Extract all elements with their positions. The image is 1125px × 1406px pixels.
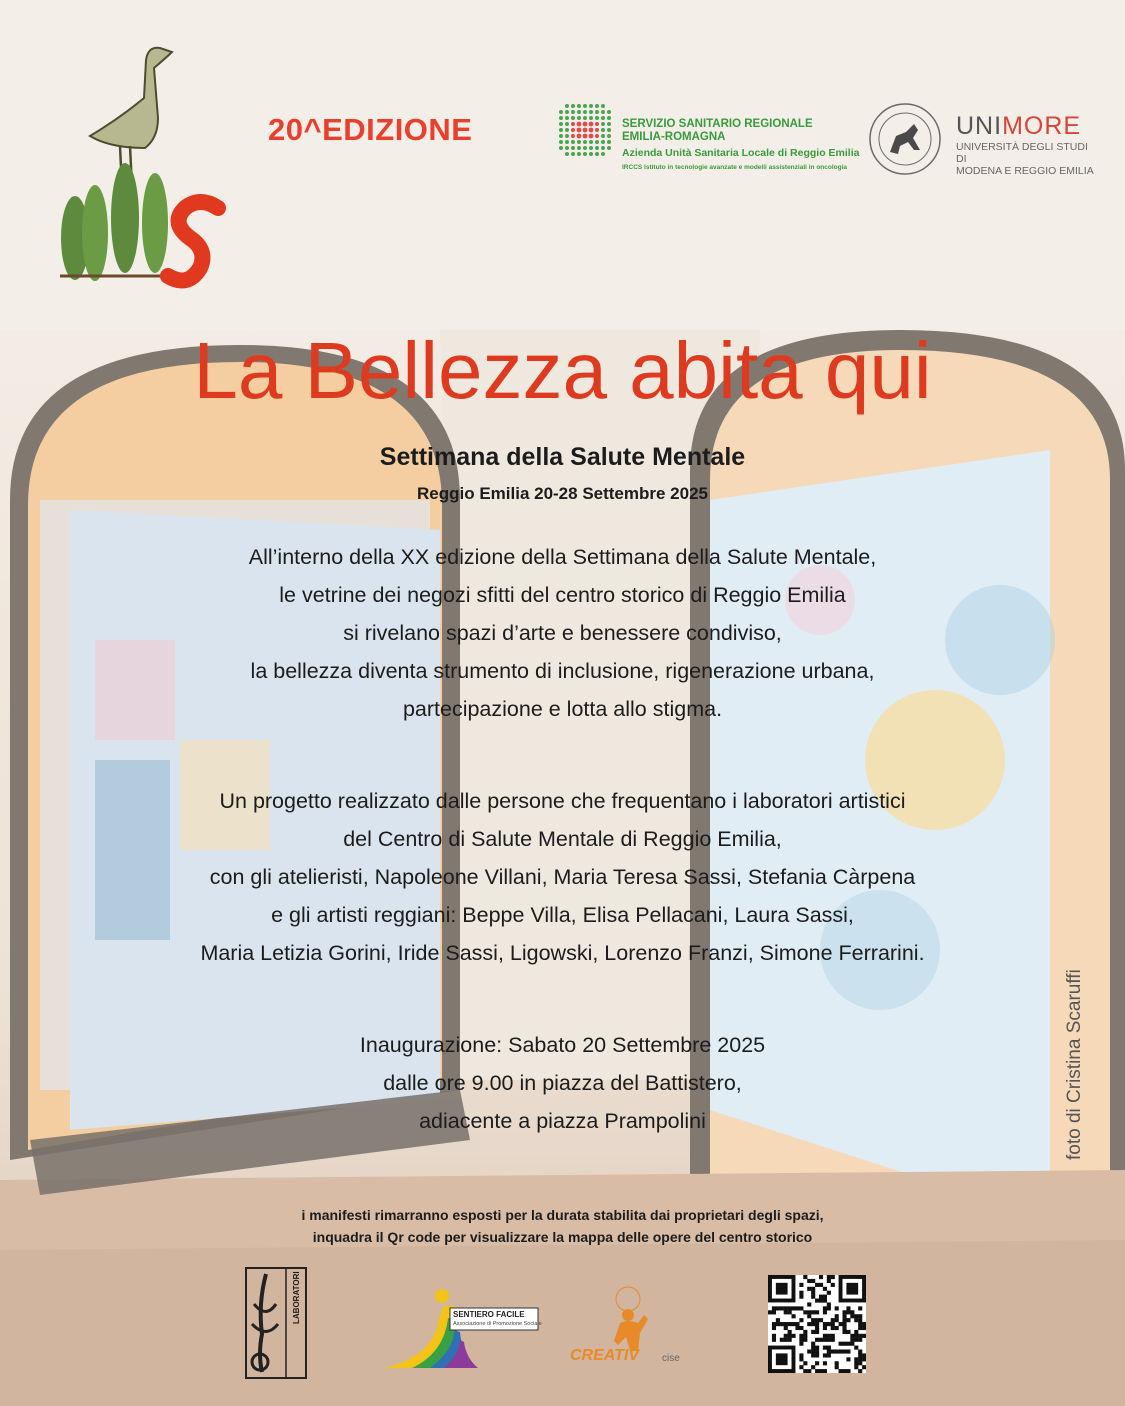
laboratori-logo [240, 1264, 312, 1387]
ausl-dots-icon [557, 100, 613, 162]
qr-code[interactable] [768, 1275, 866, 1378]
laboratori-label: LABORATORI [292, 1271, 301, 1324]
qr-code-icon[interactable] [768, 1275, 866, 1373]
creativ-suffix: cise [662, 1353, 680, 1364]
unimore-name: UNIMORE [956, 112, 1082, 140]
ausl-line3: Azienda Unità Sanitaria Locale di Reggio Emilia [622, 147, 860, 159]
ausl-line4: IRCCS Istituto in tecnologie avanzate e modelli assistenziali in oncologia [622, 164, 848, 171]
text-line: All’interno della XX edizione della Settimana della Salute Mentale, [248, 545, 877, 569]
sentiero-path-icon [382, 1288, 542, 1372]
photo-credit: foto di Cristina Scaruffi [1064, 969, 1085, 1160]
footer-note: i manifesti rimarranno esposti per la durata stabilita dai proprietari degli spazi, inquadra il Qr code per visualizzare la mappa delle opere del centro storico [301, 1207, 824, 1245]
text-line: Maria Letizia Gorini, Iride Sassi, Ligowski, Lorenzo Franzi, Simone Ferrarini. [200, 941, 925, 965]
university-seal-icon [868, 102, 942, 176]
ausl-line2: EMILIA-ROMAGNA [622, 131, 726, 143]
text-line: la bellezza diventa strumento di inclusione, rigenerazione urbana, [250, 659, 875, 683]
ausl-logo [557, 100, 860, 171]
creativ-label: CREATIV [570, 1347, 640, 1364]
text-line: adiacente a piazza Prampolini [419, 1109, 706, 1133]
creativ-logo [568, 1285, 688, 1380]
sentiero-facile-logo [382, 1288, 542, 1377]
unimore-logo [868, 102, 1094, 181]
text-line: del Centro di Salute Mentale di Reggio Emilia, [343, 827, 782, 851]
event-subtitle: Settimana della Salute Mentale [379, 443, 746, 471]
page-title: La Bellezza abita qui [193, 326, 932, 415]
text-line: si rivelano spazi d’arte e benessere condiviso, [343, 621, 782, 645]
intro-paragraph [0, 538, 1125, 728]
laboratori-emblem-icon [240, 1264, 312, 1382]
sentiero-tagline: Associazione di Promozione Sociale [453, 1321, 542, 1327]
sentiero-name: SENTIERO FACILE [453, 1310, 525, 1319]
text-line: le vetrine dei negozi sfitti del centro storico di Reggio Emilia [279, 583, 846, 607]
unimore-subtitle: UNIVERSITÀ DEGLI STUDI DI MODENA E REGGIO EMILIA [956, 141, 1094, 177]
text-line: dalle ore 9.00 in piazza del Battistero, [383, 1071, 742, 1095]
text-line: e gli artisti reggiani: Beppe Villa, Elisa Pellacani, Laura Sassi, [271, 903, 854, 927]
project-paragraph [0, 782, 1125, 972]
edition-label: 20^EDIZIONE [268, 112, 473, 147]
text-line: Inaugurazione: Sabato 20 Settembre 2025 [359, 1033, 766, 1057]
festival-logo [50, 38, 230, 303]
text-line: con gli atelieristi, Napoleone Villani, Maria Teresa Sassi, Stefania Càrpena [209, 865, 916, 889]
ausl-line1: SERVIZIO SANITARIO REGIONALE [622, 118, 813, 130]
inauguration-paragraph [0, 1026, 1125, 1140]
text-line: Un progetto realizzato dalle persone che frequentano i laboratori artistici [219, 789, 906, 813]
text-line: partecipazione e lotta allo stigma. [402, 697, 723, 721]
event-dates: Reggio Emilia 20-28 Settembre 2025 [416, 484, 709, 503]
